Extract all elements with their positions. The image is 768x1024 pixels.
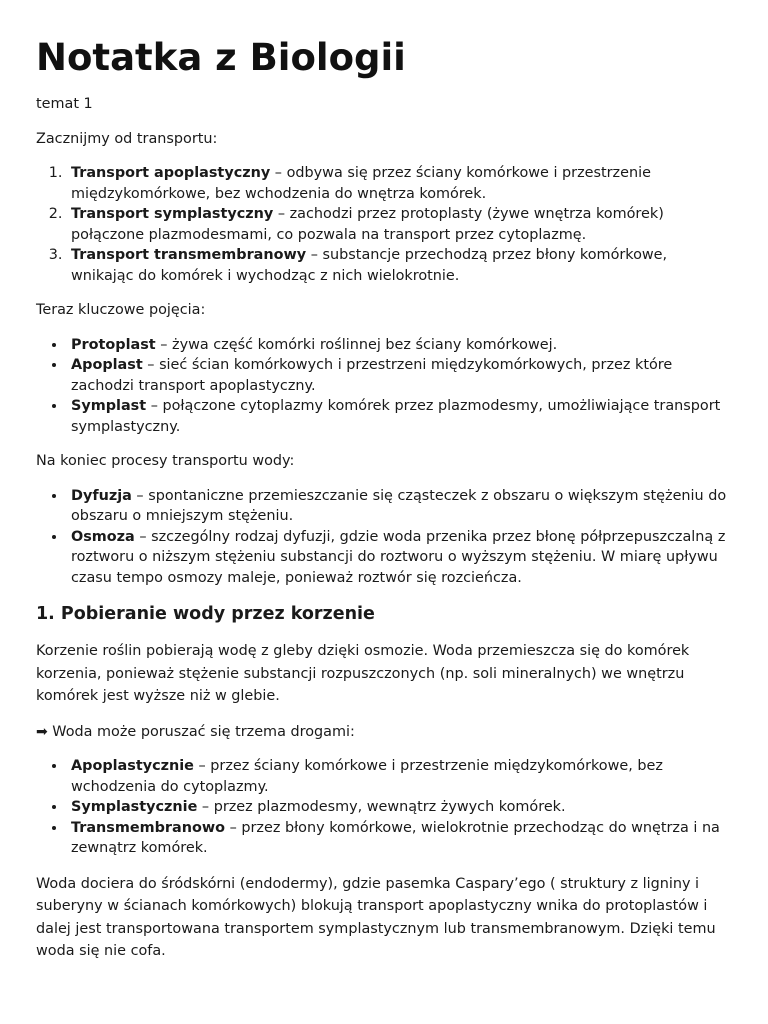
paths-intro-text: Woda może poruszać się trzema drogami: [47, 723, 355, 740]
term: Dyfuzja [71, 487, 132, 504]
closing-paragraph: Woda dociera do śródskórni (endodermy), gdzie pasemka Caspary’ego ( struktury z ligniny i suberyny w ścianach komórkowych) blokują transport apoplastyczny wnika do protoplastów i dalej jest transportowana transportem symplastycznym lub transmembranowym. Dzięki temu woda się nie cofa. [36, 875, 716, 959]
list-item [67, 396, 732, 437]
paths-intro [36, 722, 732, 743]
definition: – spontaniczne przemieszczanie się cząsteczek z obszaru o większym stężeniu do obszaru o mniejszym stężeniu. [71, 487, 727, 524]
topic-label: temat 1 [36, 96, 93, 112]
definition: – przez ściany komórkowe i przestrzenie międzykomórkowe, bez wchodzenia do cytoplazmy. [71, 758, 663, 795]
intro-transport: Zacznijmy od transportu: [36, 130, 218, 147]
definition: – szczególny rodzaj dyfuzji, gdzie woda przenika przez błonę półprzepuszczalną z roztworu o niższym stężeniu substancji do roztworu o wyższym stężeniu. W miarę upływu czasu tempo osmozy maleje, ponieważ roztwór się rozcieńcza. [71, 528, 726, 586]
definition: – żywa część komórki roślinnej bez ściany komórkowej. [155, 336, 558, 353]
definition: – substancje przechodzą przez błony komórkowe, wnikając do komórek i wychodząc z nich wielokrotnie. [71, 247, 668, 284]
term: Osmoza [71, 528, 135, 545]
definition: – połączone cytoplazmy komórek przez plazmodesmy, umożliwiające transport symplastyczny. [71, 398, 721, 435]
term: Protoplast [71, 336, 156, 353]
term: Transmembranowo [71, 819, 226, 836]
definition: – przez błony komórkowe, wielokrotnie przechodząc do wnętrza i na zewnątrz komórek. [71, 819, 720, 856]
section-heading: 1. Pobieranie wody przez korzenie [36, 604, 375, 624]
intro-processes: Na koniec procesy transportu wody: [36, 453, 295, 469]
page-title: Notatka z Biologii [36, 36, 406, 79]
term: Symplastycznie [71, 799, 198, 815]
water-paths-list [36, 756, 732, 859]
list-item [67, 245, 732, 286]
list-item [67, 163, 732, 204]
term: Apoplastycznie [71, 758, 194, 774]
definition: – sieć ścian komórkowych i przestrzeni międzykomórkowych, przez które zachodzi transport apoplastyczny. [71, 357, 673, 394]
term: Transport apoplastyczny [71, 165, 271, 181]
section-paragraph: Korzenie roślin pobierają wodę z gleby dzięki osmozie. Woda przemieszcza się do komórek korzenia, ponieważ stężenie substancji rozpuszczonych (np. soli mineralnych) we wnętrzu komórek jest wyższe niż w glebie. [36, 643, 690, 704]
definition: – przez plazmodesmy, wewnątrz żywych komórek. [197, 799, 566, 815]
list-item [67, 355, 732, 396]
term: Symplast [71, 398, 147, 414]
right-arrow-icon: ➡ [36, 723, 48, 740]
list-item [67, 204, 732, 245]
concepts-list [36, 335, 732, 438]
list-item [67, 756, 732, 797]
list-item [67, 797, 732, 818]
list-item [67, 486, 732, 527]
term: Transport transmembranowy [71, 247, 307, 263]
term: Apoplast [71, 357, 143, 373]
definition: – odbywa się przez ściany komórkowe i przestrzenie międzykomórkowe, bez wchodzenia do wnętrza komórek. [71, 165, 651, 202]
list-item [67, 818, 732, 859]
definition: – zachodzi przez protoplasty (żywe wnętrza komórek) połączone plazmodesmami, co pozwala na transport przez cytoplazmę. [71, 206, 664, 243]
intro-concepts: Teraz kluczowe pojęcia: [36, 302, 206, 318]
term: Transport symplastyczny [71, 206, 274, 222]
processes-list [36, 486, 732, 589]
transport-types-list [36, 163, 732, 286]
list-item [67, 335, 732, 356]
list-item [67, 527, 732, 589]
